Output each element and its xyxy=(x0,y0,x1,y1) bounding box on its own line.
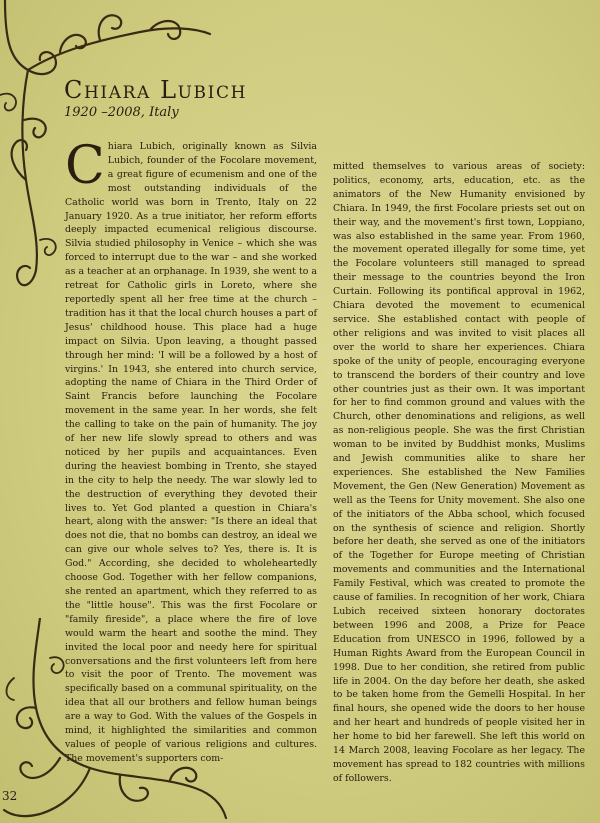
right-column xyxy=(333,140,585,786)
left-column-text: hiara Lubich, originally known as Silvia Lubich, founder of the Focolare movement, a great figure of ecumenism and one of the most outstanding individuals of the Catholic world was born in Trento, Italy on 22 January 1920. As a true initiator, her reform efforts deeply impacted ecumenical religious discourse. Silvia studied philosophy in Venice – which she was forced to interrupt due to the war – and she worked as a teacher at an orphanage. In 1939, she went to a retreat for Catholic girls in Loreto, where she reportedly spent all her free time at the church – tradition has it that the local church houses a part of Jesus' childhood house. This place had a huge impact on Silvia. Upon leaving, a thought passed through her mind: 'I will be a followed by a host of virgins.' In 1943, she entered into church service, adopting the name of Chiara in the Third Order of Saint Francis before launching the Focolare movement in the same year. In her words, she felt the calling to take on the pain of humanity. The joy of her new life slowly spread to others and was noticed by her pupils and acquaintances. Even during the heaviest bombing in Trento, she stayed in the city to help the needy. The war slowly led to the destruction of everything they devoted their lives to. Yet God planted a question in Chiara's heart, along with the answer: "Is there an ideal that does not die, that no bombs can destroy, an ideal we can give our whole selves to? Yes, there is. It is God." According, she decided to wholeheartedly choose God. Together with her fellow companions, she rented an apartment, which they referred to as the "little house". This was the first Focolare or "family fireside", a place where the fire of love would warm the heart and soothe the mind. They invited the local poor and needy here for spiritual conversations and the first volunteers left from here to visit the poor of Trento. The movement was specifically based on a communal spirituality, on the idea that all our brothers and fellow human beings are a way to God. With the values of the Gospels in mind, it highlighted the similarities and common values of people of various religions and cultures. The movement's supporters com- xyxy=(65,141,317,764)
right-column-text: mitted themselves to various areas of society: politics, economy, arts, education, etc. as the animators of the New Humanity envisioned by Chiara. In 1949, the first Focolare priests set out on their way, and the movement's first town, Loppiano, was also established in the same year. From 1960, the movement operated illegally for some time, yet the Focolare volunteers still managed to spread their message to the countries beyond the Iron Curtain. Following its pontifical approval in 1962, Chiara devoted the movement to ecumenical service. She established contact with people of other religions and was invited to visit places all over the world to share her experiences. Chiara spoke of the unity of people, encouraging everyone to transcend the borders of their country and love other countries just as their own. It was important for her to find common ground and values with the Church, other denominations and religions, as well as non-religious people. She was the first Christian woman to be invited by Buddhist monks, Muslims and Jewish communities alike to share her experiences. She established the New Families Movement, the Gen (New Generation) Movement as well as the Teens for Unity movement. She also one of the initiators of the Abba school, which focused on the synthesis of science and religion. Shortly before her death, she served as one of the initiators of the Together for Europe meeting of Christian movements and communities and the International Family Festival, which was created to promote the cause of families. In recognition of her work, Chiara Lubich received sixteen honorary doctorates between 1996 and 2008, a Prize for Peace Education from UNESCO in 1996, followed by a Human Rights Award from the European Council in 1998. Due to her condition, she retired from public life in 2004. On the day before her death, she asked to be taken home from the Gemelli Hospital. In her final hours, she opened wide the doors to her house and her heart and hundreds of people visited her in her home to bid her farewell. She left this world on 14 March 2008, leaving Focolare as her legacy. The movement has spread to 182 countries with millions of followers. xyxy=(333,161,585,784)
left-column xyxy=(65,136,317,786)
page-subtitle: 1920 –2008, Italy xyxy=(64,105,179,120)
article-body xyxy=(65,136,585,786)
drop-cap: C xyxy=(65,136,105,196)
page-title: Chiara Lubich xyxy=(64,76,247,104)
page-number: 32 xyxy=(2,789,18,803)
